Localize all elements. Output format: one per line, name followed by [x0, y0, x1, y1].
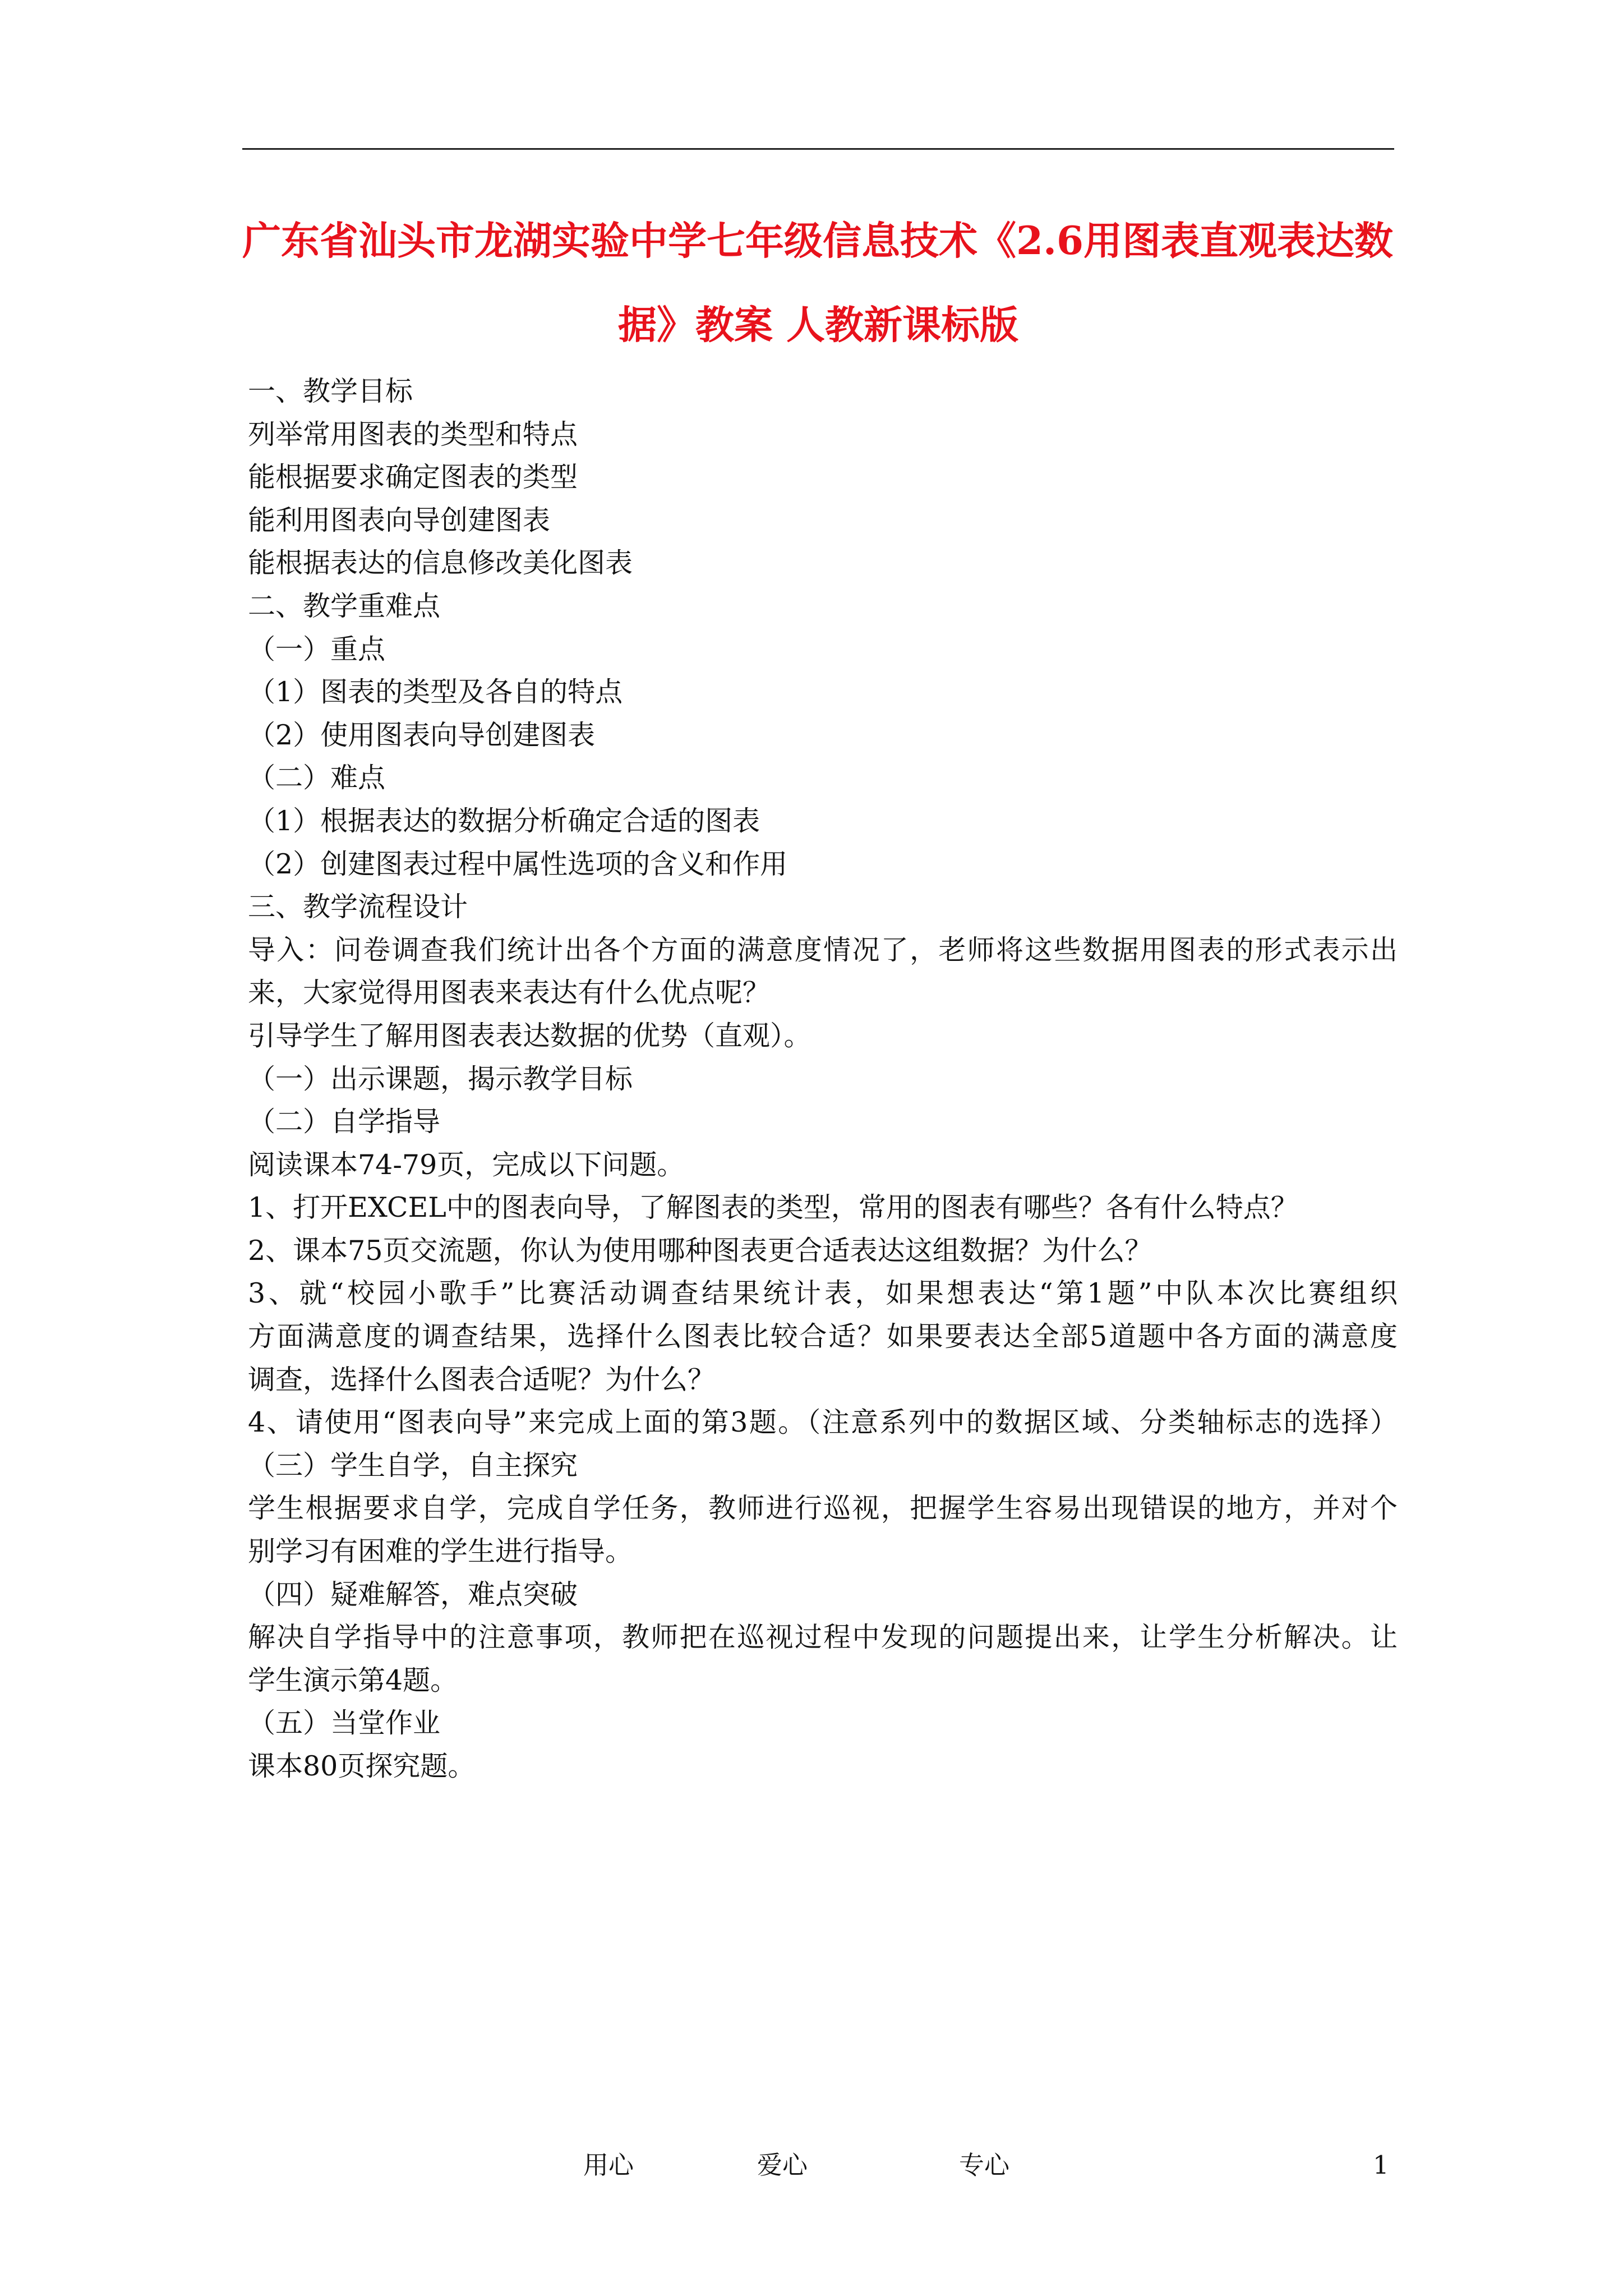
section-heading: 一、教学目标: [248, 375, 413, 407]
document-title-line-1: 广东省汕头市龙湖实验中学七年级信息技术《2.6用图表直观表达数: [242, 218, 1394, 264]
question-line: 1、打开EXCEL中的图表向导，了解图表的类型，常用的图表有哪些？各有什么特点？: [248, 1191, 1298, 1224]
body-line: 学生根据要求自学，完成自学任务，教师进行巡视，把握学生容易出现错误的地方，并对个: [248, 1492, 1398, 1525]
subsection-heading: （五）当堂作业: [248, 1707, 441, 1740]
subsection-heading: （一）重点: [248, 633, 386, 665]
body-line: （1）根据表达的数据分析确定合适的图表: [248, 804, 760, 837]
subsection-heading: （二）自学指导: [248, 1106, 441, 1138]
body-line: 能根据要求确定图表的类型: [248, 461, 578, 494]
question-line: 3、就“校园小歌手”比赛活动调查结果统计表，如果想表达“第1题”中队本次比赛组织: [248, 1277, 1398, 1310]
body-line: 阅读课本74-79页，完成以下问题。: [248, 1148, 685, 1181]
document-body: [248, 370, 1398, 1788]
subsection-heading: （四）疑难解答，难点突破: [248, 1578, 578, 1611]
footer-word-1: 用心: [583, 2150, 634, 2180]
section-heading: 二、教学重难点: [248, 590, 441, 622]
subsection-heading: （二）难点: [248, 762, 386, 794]
body-line: 列举常用图表的类型和特点: [248, 418, 578, 450]
subsection-heading: （三）学生自学，自主探究: [248, 1449, 578, 1481]
question-line: 调查，选择什么图表合适呢？为什么？: [248, 1363, 716, 1396]
body-line: （2）使用图表向导创建图表: [248, 719, 596, 751]
body-line: （1）图表的类型及各自的特点: [248, 676, 623, 708]
footer-word-2: 爱心: [757, 2150, 808, 2180]
body-line: 能根据表达的信息修改美化图表: [248, 547, 633, 579]
body-line: 导入：问卷调查我们统计出各个方面的满意度情况了，老师将这些数据用图表的形式表示出: [248, 933, 1398, 966]
subsection-heading: （一）出示课题，揭示教学目标: [248, 1062, 633, 1095]
body-line: 引导学生了解用图表表达数据的优势（直观）。: [248, 1019, 811, 1052]
question-line: 2、课本75页交流题，你认为使用哪种图表更合适表达这组数据？为什么？: [248, 1234, 1152, 1267]
header-rule: [242, 148, 1394, 150]
section-heading: 三、教学流程设计: [248, 891, 468, 923]
body-line: 别学习有困难的学生进行指导。: [248, 1535, 633, 1568]
body-line: 解决自学指导中的注意事项，教师把在巡视过程中发现的问题提出来，让学生分析解决。让: [248, 1621, 1398, 1654]
body-line: 课本80页探究题。: [248, 1750, 476, 1782]
question-line: 4、请使用“图表向导”来完成上面的第3题。（注意系列中的数据区域、分类轴标志的选择）: [248, 1406, 1398, 1439]
question-line: 方面满意度的调查结果，选择什么图表比较合适？如果要表达全部5道题中各方面的满意度: [248, 1320, 1398, 1353]
page-number: 1: [1373, 2150, 1389, 2180]
footer-word-3: 专心: [959, 2150, 1010, 2180]
body-line: 来，大家觉得用图表来表达有什么优点呢？: [248, 977, 771, 1009]
body-line: 学生演示第4题。: [248, 1664, 458, 1696]
body-line: 能利用图表向导创建图表: [248, 504, 551, 536]
body-line: （2）创建图表过程中属性选项的含义和作用: [248, 848, 788, 880]
document-title-line-2: 据》教案 人教新课标版: [617, 302, 1019, 348]
